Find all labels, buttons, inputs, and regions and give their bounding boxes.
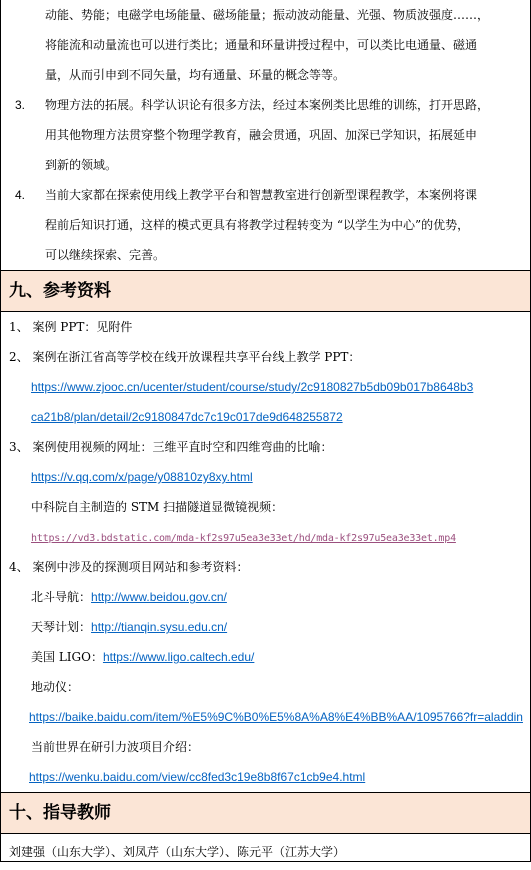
list-number: 4. bbox=[15, 188, 26, 202]
section-heading-advisors: 十、指导教师 bbox=[1, 793, 530, 834]
beidou-link[interactable]: http://www.beidou.gov.cn/ bbox=[91, 590, 227, 604]
text-line: 当前大家都在探索使用线上教学平台和智慧教室进行创新型课程教学，本案例将课 bbox=[45, 188, 478, 202]
seismograph-link[interactable]: https://baike.baidu.com/item/%E5%9C%B0%E5%8A%A8%E4%BB%AA/1095766?fr=aladdin bbox=[29, 710, 523, 724]
gravitational-wave-link[interactable]: https://wenku.baidu.com/view/cc8fed3c19e8b8f67c1cb9e4.html bbox=[29, 770, 366, 784]
beidou-label: 北斗导航： bbox=[31, 590, 92, 604]
zjooc-link[interactable]: https://www.zjooc.cn/ucenter/student/course/study/2c9180827b5db09b017b8648b3 bbox=[31, 380, 474, 394]
text-line: 物理方法的拓展。科学认识论有很多方法，经过本案例类比思维的训练，打开思路， bbox=[45, 98, 490, 112]
ligo-label: 美国 LIGO： bbox=[31, 650, 103, 664]
tianqin-label: 天琴计划： bbox=[31, 620, 92, 634]
text-line: 到新的领域。 bbox=[45, 158, 118, 172]
section-heading-references: 九、参考资料 bbox=[1, 271, 530, 312]
stm-video-label: 中科院自主制造的 STM 扫描隧道显微镜视频： bbox=[31, 500, 284, 514]
tianqin-link[interactable]: http://tianqin.sysu.edu.cn/ bbox=[91, 620, 228, 634]
reference-1: 1、 案例 PPT：见附件 bbox=[9, 320, 133, 334]
list-item bbox=[1, 180, 530, 270]
reference-3: 3、 案例使用视频的网址：三维平直时空和四维弯曲的比喻： bbox=[9, 440, 333, 454]
text-line: 将能流和动量流也可以进行类比；通量和环量讲授过程中，可以类比电通量、磁通 bbox=[45, 38, 478, 52]
previous-section-content bbox=[1, 0, 530, 271]
zjooc-link-continued[interactable]: ca21b8/plan/detail/2c9180847dc7c19c017de9d648255872 bbox=[31, 410, 343, 424]
list-number: 3. bbox=[15, 98, 26, 112]
qq-video-link[interactable]: https://v.qq.com/x/page/y08810zy8xy.html bbox=[31, 470, 253, 484]
list-item bbox=[1, 90, 530, 180]
advisor-list: 刘建强（山东大学）、刘凤芹（山东大学）、陈元平（江苏大学） bbox=[9, 845, 346, 859]
seismograph-label: 地动仪： bbox=[31, 680, 80, 694]
text-line: 动能、势能；电磁学电场能量、磁场能量；振动波动能量、光强、物质波强度……， bbox=[45, 8, 490, 22]
reference-2: 2、 案例在浙江省高等学校在线开放课程共享平台线上教学 PPT： bbox=[9, 350, 361, 364]
text-line: 量，从而引申到不同矢量，均有通量、环量的概念等等。 bbox=[45, 68, 346, 82]
text-line: 程前后知识打通，这样的模式更具有将教学过程转变为 “以学生为中心”的优势， bbox=[45, 218, 470, 232]
text-line: 可以继续探索、完善。 bbox=[45, 248, 166, 262]
text-line: 用其他物理方法贯穿整个物理学教育，融会贯通，巩固、加深已学知识，拓展延申 bbox=[45, 128, 478, 142]
gravitational-wave-label: 当前世界在研引力波项目介绍： bbox=[31, 740, 200, 754]
references-content bbox=[1, 312, 530, 793]
reference-4: 4、 案例中涉及的探测项目网站和参考资料： bbox=[9, 560, 249, 574]
stm-video-link[interactable]: https://vd3.bdstatic.com/mda-kf2s97u5ea3e33et/hd/mda-kf2s97u5ea3e33et.mp4 bbox=[31, 533, 456, 544]
continuation-paragraph bbox=[1, 0, 530, 90]
ligo-link[interactable]: https://www.ligo.caltech.edu/ bbox=[102, 650, 255, 664]
